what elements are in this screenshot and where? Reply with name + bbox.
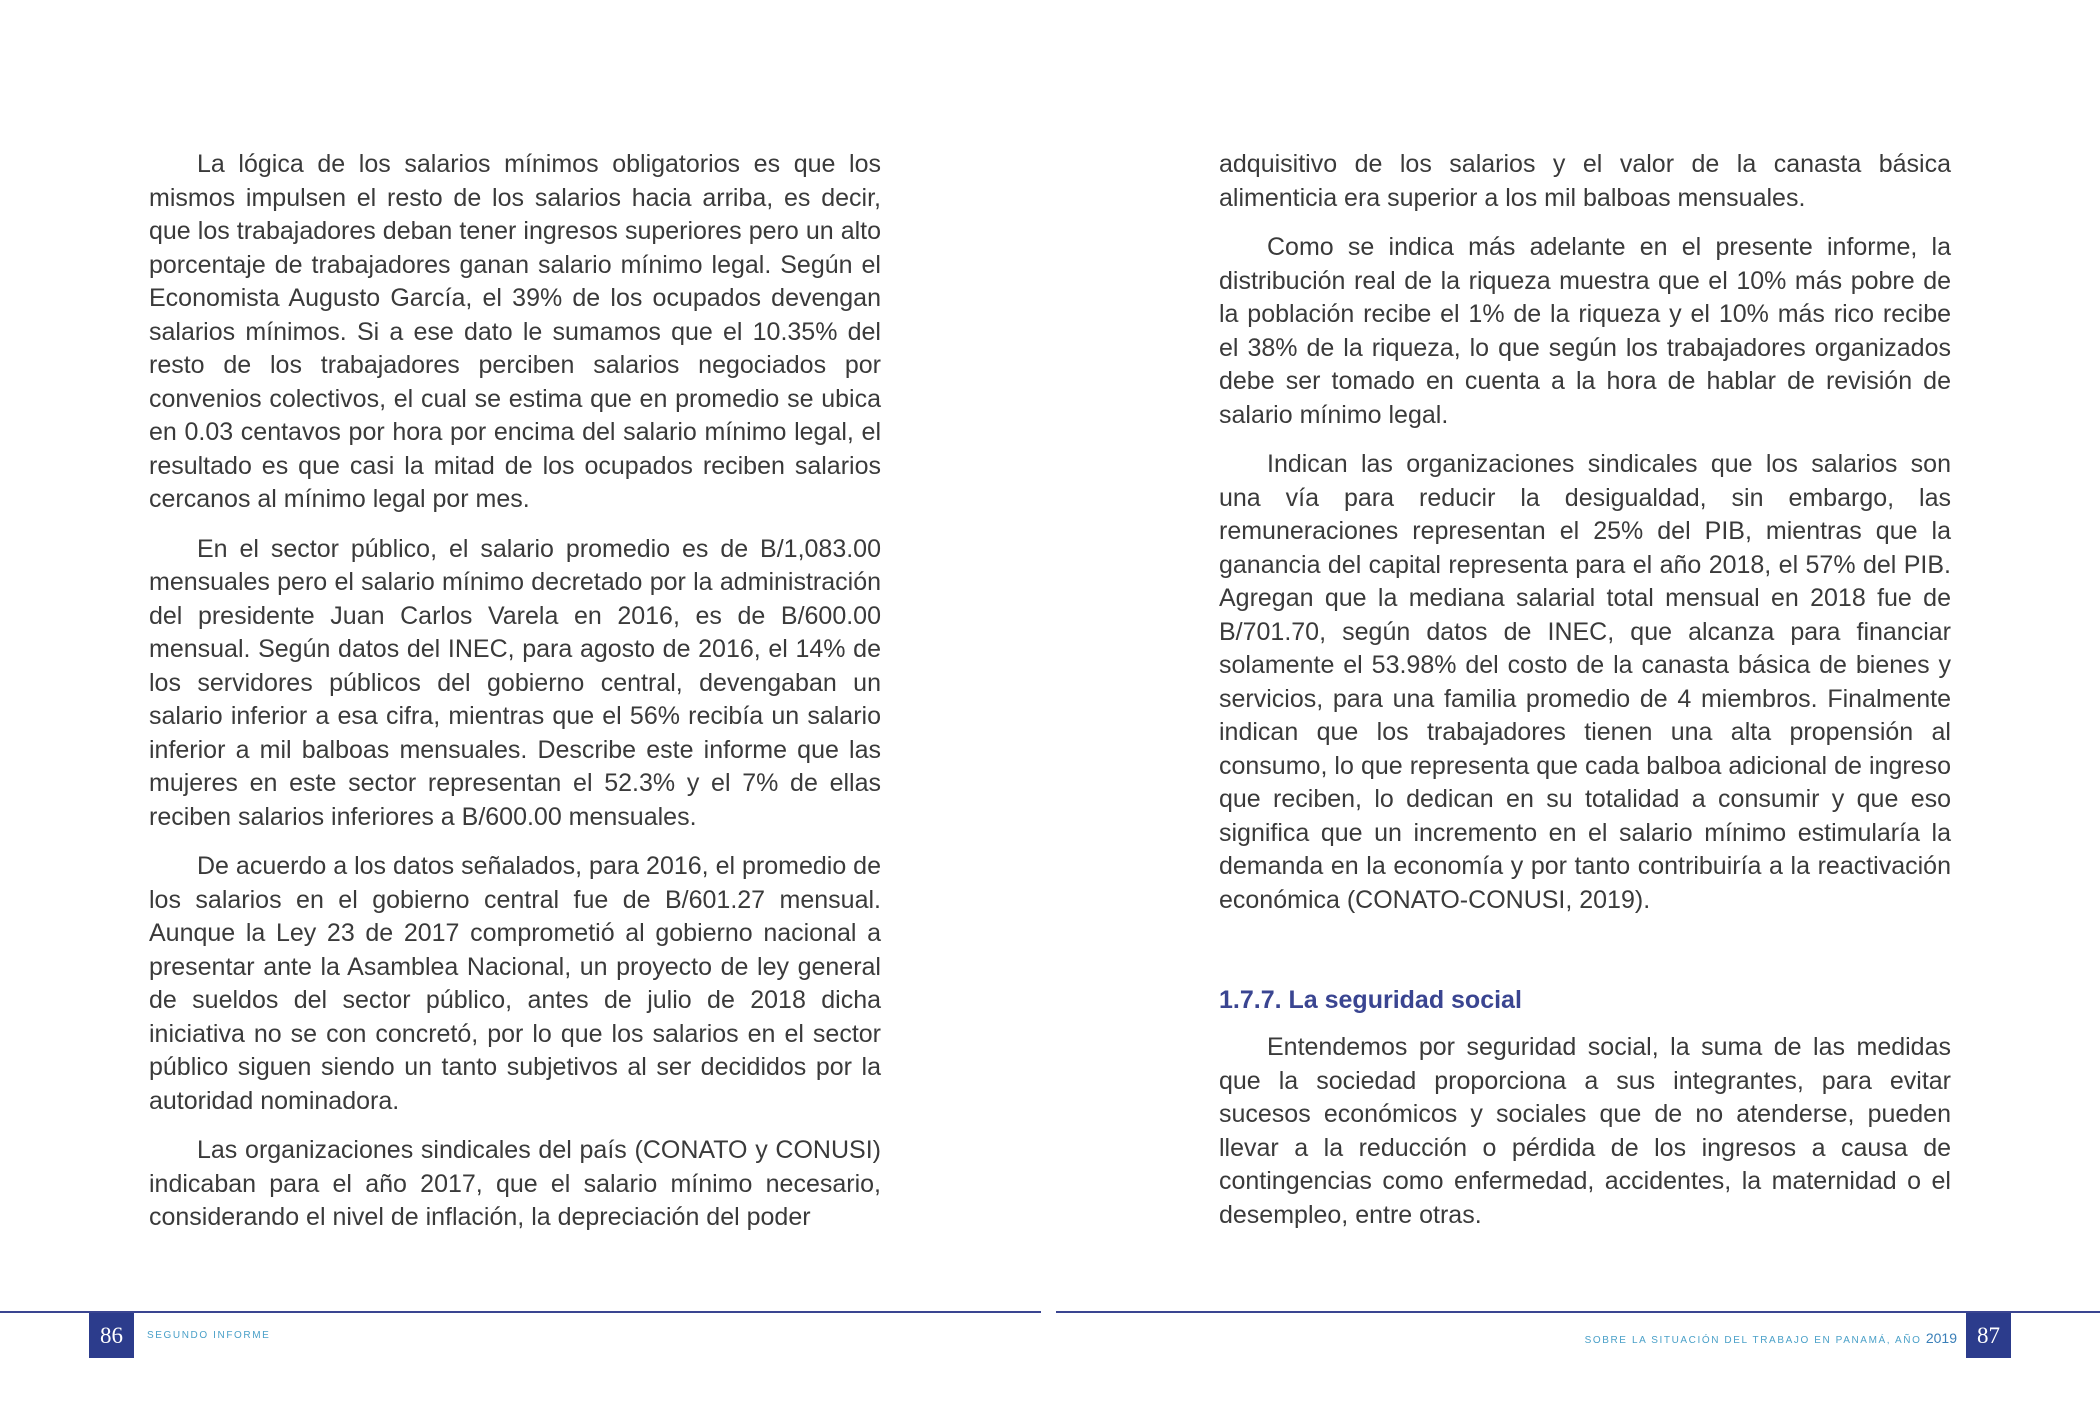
body-paragraph: De acuerdo a los datos señalados, para 2016, el promedio de los salarios en el gobierno central fue de B/601.27 mensual. Aunque la Ley 23 de 2017 comprometió al gobierno nacional a presentar ante la Asamblea Nacional, un proyecto de ley general de sueldos del sector público, antes de julio de 2018 dicha iniciativa no se con concretó, por lo que los salarios en el sector público siguen siendo un tanto subjetivos al ser decididos por la autoridad nominadora. [149,852,881,1115]
right-page-column [1219,148,1951,1248]
footer-rule-right [1056,1311,2100,1313]
running-footer-right [1585,1330,1957,1346]
running-footer-left: SEGUNDO INFORME [147,1330,271,1341]
running-footer-year: 2019 [1925,1330,1957,1346]
body-paragraph: Indican las organizaciones sindicales que los salarios son una vía para reducir la desigualdad, sin embargo, las remuneraciones representan el 25% del PIB, mientras que la ganancia del capital representa para el año 2018, el 57% del PIB. Agregan que la mediana salarial total mensual en 2018 fue de B/701.70, según datos de INEC, que alcanza para financiar solamente el 53.98% del costo de la canasta básica de bienes y servicios, para una familia promedio de 4 miembros. Finalmente indican que los trabajadores tienen una alta propensión al consumo, lo que representa que cada balboa adicional de ingreso que reciben, lo dedican en su totalidad a consumir y que eso significa que un incremento en el salario mínimo estimularía la demanda en la economía y por tanto contribuiría a la reactivación económica (CONATO-CONUSI, 2019). [1219,450,1951,914]
footer-rule-left [0,1311,1041,1313]
body-paragraph: Como se indica más adelante en el presente informe, la distribución real de la riqueza muestra que el 10% más pobre de la población recibe el 1% de la riqueza y el 10% más rico recibe el 38% de la riqueza, lo que según los trabajadores organizados debe ser tomado en cuenta a la hora de hablar de revisión de salario mínimo legal. [1219,233,1951,429]
body-paragraph: En el sector público, el salario promedio es de B/1,083.00 mensuales pero el salario mínimo decretado por la administración del presidente Juan Carlos Varela en 2016, es de B/600.00 mensual. Según datos del INEC, para agosto de 2016, el 14% de los servidores públicos del gobierno central, devengaban un salario inferior a esa cifra, mientras que el 56% recibía un salario inferior a mil balboas mensuales. Describe este informe que las mujeres en este sector representan el 52.3% y el 7% de ellas reciben salarios inferiores a B/600.00 mensuales. [149,534,881,831]
section-heading: 1.7.7. La seguridad social [1219,986,1522,1014]
left-page-column [149,148,881,1251]
continuation-paragraph: adquisitivo de los salarios y el valor de la canasta básica alimenticia era superior a los mil balboas mensuales. [1219,150,1951,212]
body-paragraph: Las organizaciones sindicales del país (CONATO y CONUSI) indicaban para el año 2017, que el salario mínimo necesario, considerando el nivel de inflación, la depreciación del poder [149,1136,881,1231]
page-number-left: 86 [89,1313,134,1358]
page-number-right: 87 [1966,1313,2011,1358]
body-paragraph: La lógica de los salarios mínimos obligatorios es que los mismos impulsen el resto de los salarios hacia arriba, es decir, que los trabajadores deban tener ingresos superiores pero un alto porcentaje de trabajadores ganan salario mínimo legal. Según el Economista Augusto García, el 39% de los ocupados devengan salarios mínimos. Si a ese dato le sumamos que el 10.35% del resto de los trabajadores perciben salarios negociados por convenios colectivos, el cual se estima que en promedio se ubica en 0.03 centavos por hora por encima del salario mínimo legal, el resultado es que casi la mitad de los ocupados reciben salarios cercanos al mínimo legal por mes. [149,150,881,513]
body-paragraph: Entendemos por seguridad social, la suma de las medidas que la sociedad proporciona a sus integrantes, para evitar sucesos económicos y sociales que de no atenderse, pueden llevar a la reducción o pérdida de los ingresos a causa de contingencias como enfermedad, accidentes, la maternidad o el desempleo, entre otras. [1219,1033,1951,1229]
running-footer-title: SOBRE LA SITUACIÓN DEL TRABAJO EN PANAMÁ, AÑO [1584,1335,1922,1346]
